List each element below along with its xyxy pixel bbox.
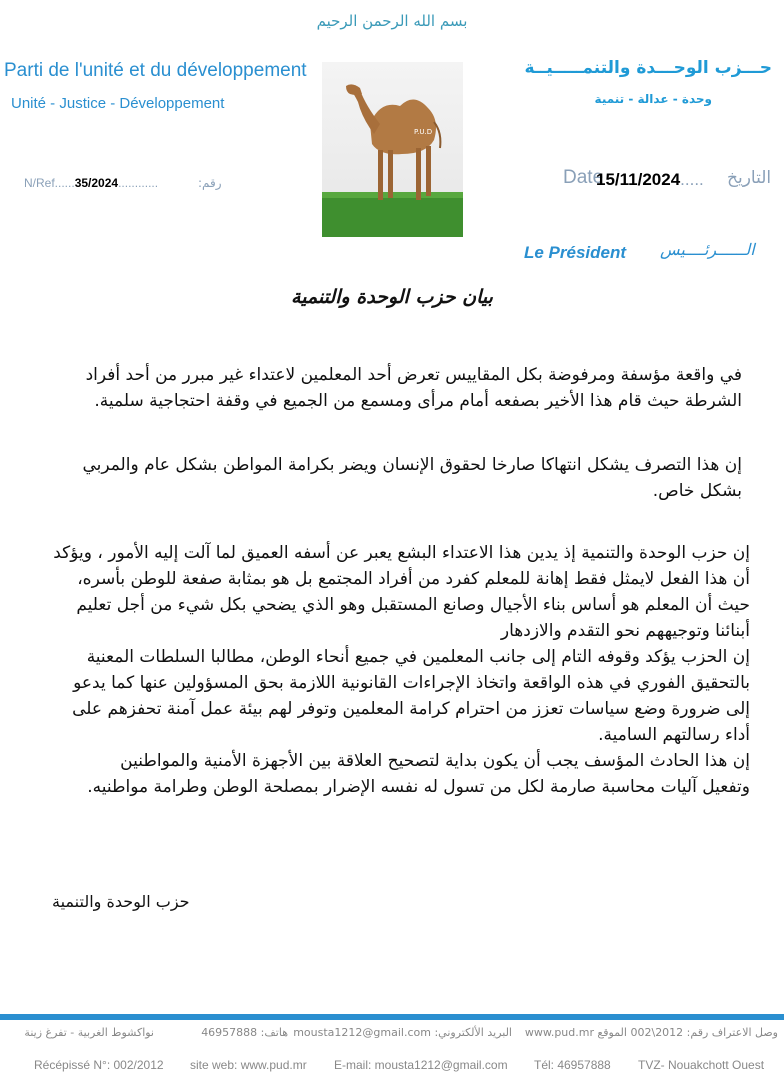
paragraph-2: إن هذا التصرف يشكل انتهاكا صارخا لحقوق الإنسان ويضر بكرامة المواطن بشكل عام والمربي بشكل خاص. <box>82 455 742 501</box>
ref-label-fr: N/Ref...... <box>24 176 75 190</box>
footer-phone-ar: هاتف: 46957888 <box>201 1026 288 1039</box>
date-label-fr: Date <box>563 167 604 188</box>
president-label-fr: Le Président <box>524 243 627 262</box>
footer-receipt-fr: Récépissé N°: 002/2012 <box>34 1058 164 1072</box>
footer-email-fr: E-mail: mousta1212@gmail.com <box>334 1058 508 1072</box>
date-value <box>596 170 704 190</box>
president-label-ar: الــــــرئــــيس <box>660 240 755 259</box>
reference-number <box>24 176 158 190</box>
basmala: بسم الله الرحمن الرحيم <box>316 12 468 30</box>
footer-arabic <box>0 1026 784 1044</box>
party-motto-fr: Unité - Justice - Développement <box>11 95 225 112</box>
paragraph-5: إن هذا الحادث المؤسف يجب أن يكون بداية لتصحيح العلاقة بين الأجهزة الأمنية والمواطنين وتفعيل آليات محاسبة صارمة لكل من تسول له نفسه الإضرار بمصلحة الوطن وطرامة مواطنيه. <box>87 751 750 797</box>
party-logo-camel <box>322 62 463 237</box>
footer-site-ar: www.pud.mr <box>524 1026 594 1039</box>
party-name-fr: Parti de l'unité et du développement <box>4 60 307 81</box>
signature: حزب الوحدة والتنمية <box>52 892 190 911</box>
paragraph-4: إن الحزب يؤكد وقوفه التام إلى جانب المعلمين في جميع أنحاء الوطن، مطالبا السلطات المعنية بالتحقيق الفوري في هذه الواقعة واتخاذ الإجراءات القانونية اللازمة بحق المسؤولين عنها كما يدعو إلى ضرورة وضع سياسات تعزز من احترام كرامة المعلمين وتوفر لهم بيئة عمل آمنة تحفزهم على أداء رسالتهم السامية. <box>72 647 750 745</box>
footer-email-ar: البريد الألكتروني: mousta1212@gmail.com <box>293 1026 512 1039</box>
footer-phone-fr: Tél: 46957888 <box>534 1058 611 1072</box>
footer-divider <box>0 1014 784 1020</box>
ref-dots: ............ <box>118 176 159 190</box>
party-motto-ar: وحدة - عدالة - تنمية <box>594 92 712 106</box>
logo-label: P.U.D <box>414 128 433 136</box>
statement-title: بيان حزب الوحدة والتنمية <box>291 286 493 308</box>
paragraph-1: في واقعة مؤسفة ومرفوضة بكل المقاييس تعرض أحد المعلمين لاعتداء غير مبرر من أحد أفراد الشرطة حيث قام هذا الأخير بصفعه أمام مرأى ومسمع من الجميع في وقفة احتجاجية سلمية. <box>85 365 742 411</box>
date-dots: ..... <box>680 170 704 189</box>
party-name-ar: حـــزب الوحـــدة والتنمـــــيــة <box>524 58 772 78</box>
footer-receipt-ar: وصل الاعتراف رقم: 2012\002 الموقع <box>597 1026 778 1039</box>
date-label-ar: التاريخ <box>727 168 772 188</box>
ref-value: 35/2024 <box>74 176 119 190</box>
date-text: 15/11/2024 <box>596 170 681 189</box>
paragraph-3: إن حزب الوحدة والتنمية إذ يدين هذا الاعتداء البشع يعبر عن أسفه العميق لما آلت إليه الأمور ، ويؤكد أن هذا الفعل لايمثل فقط إهانة للمعلم كفرد من أفراد المجتمع بل هو بمثابة صفعة للوطن بأسره، حيث أن المعلم هو أساس بناء الأجيال وصانع المستقبل وهو الذي يضحي بكل شيء من أجل تعليم أبنائنا وتوجيههم نحو التقدم والازدهار <box>53 543 750 641</box>
footer-french <box>0 1058 784 1076</box>
footer-address-ar: نواكشوط الغربية - تفرغ زينة <box>24 1026 154 1039</box>
ref-label-ar: رقم: <box>198 176 222 190</box>
footer-site-fr: site web: www.pud.mr <box>190 1058 307 1072</box>
footer-address-fr: TVZ- Nouakchott Ouest <box>638 1058 765 1072</box>
